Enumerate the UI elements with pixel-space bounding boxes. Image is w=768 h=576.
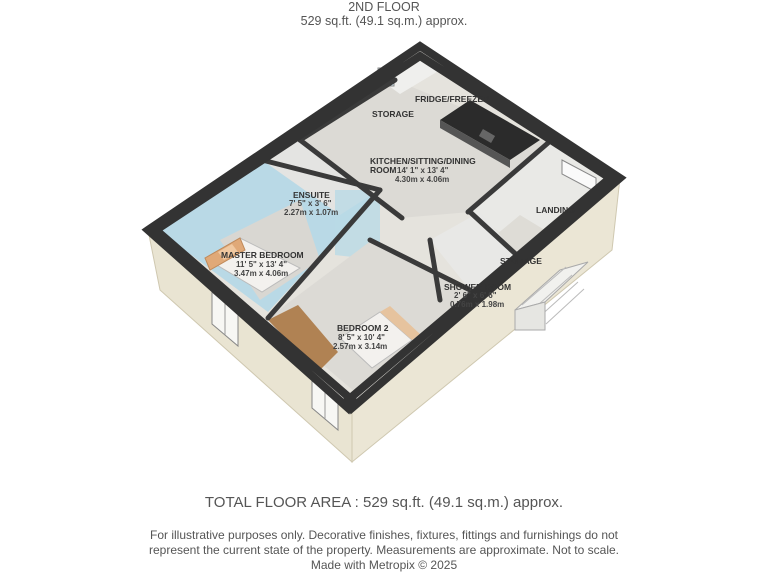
shower-room-label: SHOWER ROOM: [444, 282, 512, 292]
floor-area: 529 sq.ft. (49.1 sq.m.) approx.: [300, 14, 468, 28]
storage-right-label: STORAGE: [500, 256, 542, 266]
disclaimer-line-2: represent the current state of the property. Measurements are approximate. Not to scale.: [148, 543, 619, 557]
bedroom2-imperial: 8' 5" x 10' 4": [338, 333, 385, 342]
kitchen-imperial: 14' 1" x 13' 4": [397, 166, 449, 175]
master-bedroom-label: MASTER BEDROOM: [221, 250, 304, 260]
storage-top-label: STORAGE: [372, 109, 414, 119]
kitchen-metric: 4.30m x 4.06m: [395, 175, 450, 184]
fridge-label: FRIDGE/FREEZER: [415, 94, 490, 104]
master-bedroom-metric: 3.47m x 4.06m: [234, 269, 289, 278]
total-floor-area: TOTAL FLOOR AREA : 529 sq.ft. (49.1 sq.m.) approx.: [204, 494, 564, 511]
master-bedroom-imperial: 11' 5" x 13' 4": [236, 260, 287, 269]
kitchen-label: KITCHEN/SITTING/DINING: [370, 156, 476, 166]
credit: Made with Metropix © 2025: [310, 558, 458, 572]
shower-room-metric: 0.76m x 1.98m: [450, 300, 505, 309]
bedroom2-metric: 2.57m x 3.14m: [333, 342, 388, 351]
kitchen-label-2: ROOM: [370, 165, 397, 175]
ensuite-metric: 2.27m x 1.07m: [284, 208, 339, 217]
disclaimer-line-1: For illustrative purposes only. Decorative finishes, fixtures, fittings and furnishings do not: [150, 528, 618, 542]
ensuite-label: ENSUITE: [293, 190, 330, 200]
landing-label: LANDING: [536, 205, 575, 215]
ensuite-imperial: 7' 5" x 3' 6": [289, 199, 332, 208]
floor-title: 2ND FLOOR: [348, 0, 420, 14]
bedroom2-label: BEDROOM 2: [337, 323, 389, 333]
shower-room-imperial: 2' 6" x 6' 6": [454, 291, 497, 300]
